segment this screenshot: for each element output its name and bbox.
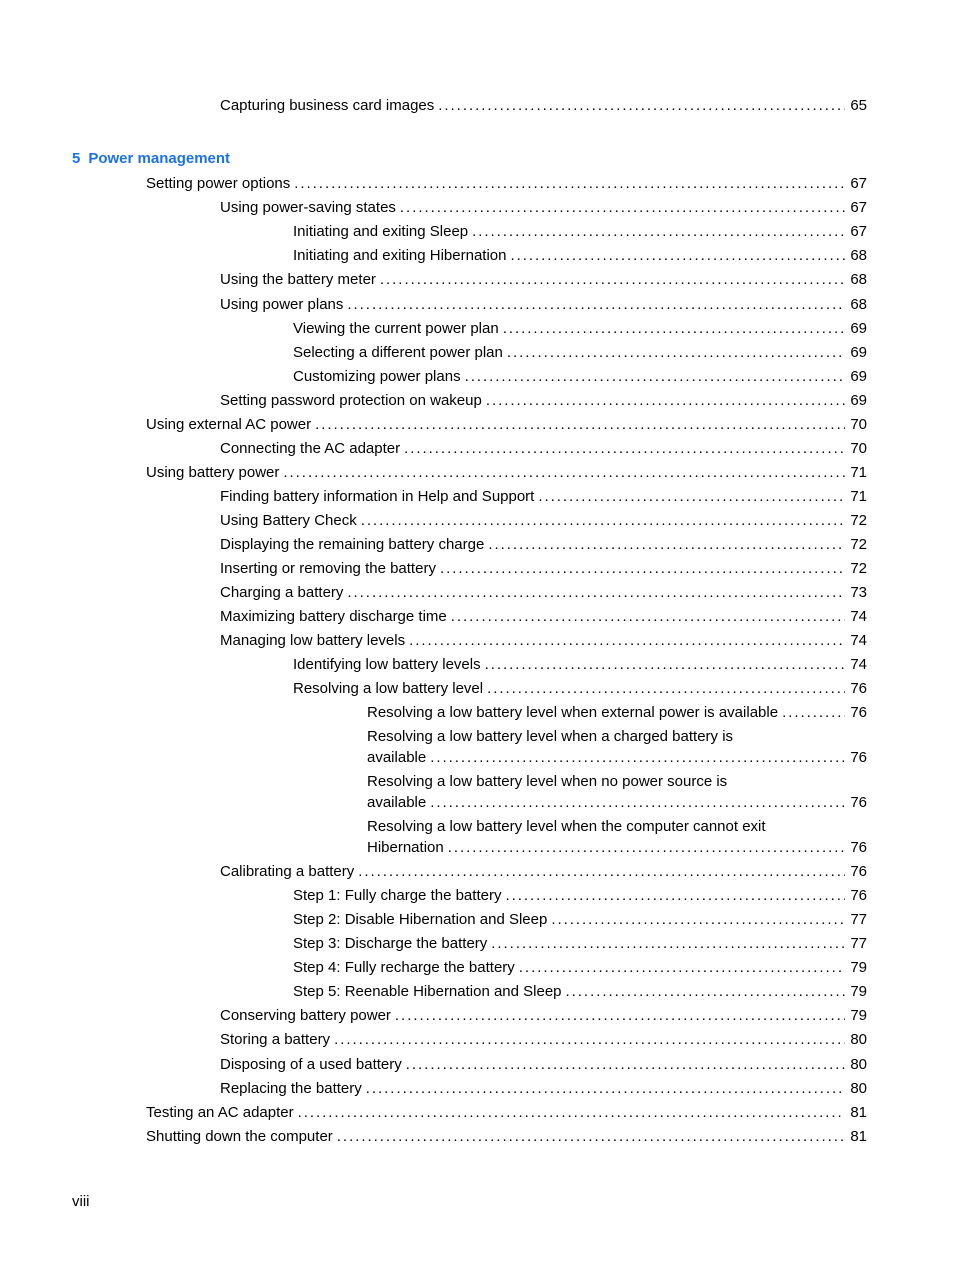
toc-entry-page: 67 — [850, 199, 867, 216]
toc-entry-page: 68 — [850, 247, 867, 264]
toc-entry[interactable] — [146, 416, 867, 434]
toc-entry-page: 81 — [850, 1128, 867, 1145]
dot-leader — [782, 704, 845, 722]
toc-entry[interactable] — [293, 320, 867, 338]
toc-entry[interactable] — [293, 935, 867, 953]
toc-entry[interactable] — [220, 1031, 867, 1049]
toc-entry-title: Resolving a low battery level — [293, 680, 484, 697]
toc-entry-page: 70 — [850, 440, 867, 457]
toc-entry-title: Using the battery meter — [220, 271, 376, 288]
toc-entry[interactable] — [293, 983, 867, 1001]
chapter-number: 5 — [72, 150, 81, 167]
toc-entry[interactable] — [293, 959, 867, 977]
dot-leader — [465, 368, 845, 386]
toc-entry-title: Customizing power plans — [293, 368, 461, 385]
toc-entry-page: 69 — [850, 368, 867, 385]
dot-leader — [294, 175, 845, 193]
dot-leader — [487, 680, 845, 698]
toc-entry[interactable] — [220, 97, 867, 115]
toc-entry[interactable] — [293, 680, 867, 698]
toc-entry[interactable] — [220, 560, 867, 578]
toc-entry-title: Shutting down the computer — [146, 1128, 333, 1145]
toc-entry-title: Finding battery information in Help and Support — [220, 488, 535, 505]
toc-entry[interactable] — [220, 608, 867, 626]
dot-leader — [551, 911, 845, 929]
toc-entry-title: Hibernation — [367, 839, 444, 856]
toc-entry-page: 81 — [850, 1104, 867, 1121]
dot-leader — [400, 199, 845, 217]
dot-leader — [507, 344, 845, 362]
toc-entry-title: Using power plans — [220, 296, 344, 313]
toc-entry-title: Using battery power — [146, 464, 280, 481]
dot-leader — [406, 1056, 845, 1074]
toc-entry-page: 79 — [850, 959, 867, 976]
toc-entry-title: Step 2: Disable Hibernation and Sleep — [293, 911, 548, 928]
dot-leader — [440, 560, 845, 578]
toc-entry[interactable] — [146, 1104, 867, 1122]
toc-entry[interactable] — [220, 512, 867, 530]
toc-entry[interactable] — [293, 344, 867, 362]
toc-entry-title: Resolving a low battery level when external power is available — [367, 704, 779, 721]
toc-entry[interactable] — [367, 794, 867, 812]
toc-entry-title: Testing an AC adapter — [146, 1104, 294, 1121]
toc-entry[interactable] — [293, 247, 867, 265]
toc-entry-title: Storing a battery — [220, 1031, 331, 1048]
toc-entry-title: Capturing business card images — [220, 97, 435, 114]
dot-leader — [448, 839, 845, 857]
dot-leader — [358, 863, 845, 881]
toc-entry[interactable] — [367, 839, 867, 857]
dot-leader — [380, 271, 845, 289]
dot-leader — [404, 440, 845, 458]
toc-entry-page: 67 — [850, 175, 867, 192]
toc-entry-page: 76 — [850, 863, 867, 880]
dot-leader — [491, 935, 845, 953]
toc-entry-title: Using power-saving states — [220, 199, 396, 216]
toc-entry-page: 74 — [850, 608, 867, 625]
toc-entry-page: 72 — [850, 536, 867, 553]
toc-entry[interactable] — [220, 1007, 867, 1025]
toc-entry-page: 68 — [850, 296, 867, 313]
toc-entry[interactable] — [293, 656, 867, 674]
toc-entry-lead: Resolving a low battery level when no power source is — [367, 773, 728, 790]
chapter-heading[interactable] — [72, 150, 230, 168]
toc-entry-page: 67 — [850, 223, 867, 240]
toc-entry-title: Step 1: Fully charge the battery — [293, 887, 502, 904]
toc-entry-title: available — [367, 749, 427, 766]
toc-entry-title: Connecting the AC adapter — [220, 440, 401, 457]
toc-entry-title: Using external AC power — [146, 416, 312, 433]
toc-entry-title: Setting password protection on wakeup — [220, 392, 482, 409]
toc-entry[interactable] — [293, 223, 867, 241]
toc-entry[interactable] — [220, 584, 867, 602]
toc-entry[interactable] — [220, 863, 867, 881]
toc-entry-page: 76 — [850, 680, 867, 697]
dot-leader — [347, 584, 845, 602]
toc-entry[interactable] — [146, 175, 867, 193]
dot-leader — [505, 887, 845, 905]
dot-leader — [438, 97, 845, 115]
toc-entry-page: 76 — [850, 839, 867, 856]
toc-entry-page: 76 — [850, 704, 867, 721]
toc-entry-title: Disposing of a used battery — [220, 1056, 402, 1073]
toc-entry-page: 80 — [850, 1031, 867, 1048]
toc-entry[interactable] — [220, 632, 867, 650]
toc-entry-title: Identifying low battery levels — [293, 656, 481, 673]
toc-entry-title: Step 3: Discharge the battery — [293, 935, 488, 952]
toc-entry-page: 74 — [850, 656, 867, 673]
dot-leader — [334, 1031, 845, 1049]
dot-leader — [298, 1104, 845, 1122]
toc-entry[interactable] — [220, 440, 867, 458]
toc-entry[interactable] — [146, 464, 867, 482]
toc-entry[interactable] — [220, 199, 867, 217]
toc-entry-page: 76 — [850, 794, 867, 811]
toc-entry-page: 69 — [850, 320, 867, 337]
toc-entry-page: 72 — [850, 512, 867, 529]
toc-entry[interactable] — [220, 271, 867, 289]
dot-leader — [361, 512, 845, 530]
toc-entry[interactable] — [220, 296, 867, 314]
dot-leader — [347, 296, 845, 314]
toc-entry-page: 77 — [850, 935, 867, 952]
toc-entry-title: available — [367, 794, 427, 811]
toc-entry-page: 65 — [850, 97, 867, 114]
toc-entry-title: Charging a battery — [220, 584, 344, 601]
toc-entry-title: Conserving battery power — [220, 1007, 391, 1024]
dot-leader — [510, 247, 845, 265]
dot-leader — [486, 392, 845, 410]
toc-entry-title: Using Battery Check — [220, 512, 357, 529]
toc-entry-page: 73 — [850, 584, 867, 601]
dot-leader — [409, 632, 845, 650]
toc-entry-title: Inserting or removing the battery — [220, 560, 436, 577]
toc-entry[interactable] — [293, 911, 867, 929]
dot-leader — [366, 1080, 845, 1098]
toc-entry-page: 74 — [850, 632, 867, 649]
page-number-footer: viii — [72, 1193, 90, 1210]
dot-leader — [430, 794, 845, 812]
toc-entry[interactable] — [220, 488, 867, 506]
toc-entry-title: Calibrating a battery — [220, 863, 355, 880]
toc-entry-title: Step 4: Fully recharge the battery — [293, 959, 515, 976]
toc-entry-title: Managing low battery levels — [220, 632, 406, 649]
toc-entry-title: Initiating and exiting Sleep — [293, 223, 469, 240]
toc-entry-page: 71 — [850, 488, 867, 505]
toc-entry-page: 69 — [850, 392, 867, 409]
toc-entry[interactable] — [367, 704, 867, 722]
toc-entry-title: Setting power options — [146, 175, 291, 192]
toc-entry[interactable] — [293, 368, 867, 386]
dot-leader — [488, 536, 845, 554]
toc-entry-lead: Resolving a low battery level when a charged battery is — [367, 728, 734, 745]
toc-entry[interactable] — [220, 1056, 867, 1074]
toc-entry-page: 72 — [850, 560, 867, 577]
dot-leader — [337, 1128, 845, 1146]
toc-entry-page: 80 — [850, 1080, 867, 1097]
dot-leader — [430, 749, 845, 767]
toc-entry-title: Viewing the current power plan — [293, 320, 499, 337]
dot-leader — [566, 983, 845, 1001]
toc-entry-page: 79 — [850, 1007, 867, 1024]
toc-entry-title: Displaying the remaining battery charge — [220, 536, 485, 553]
toc-entry-title: Maximizing battery discharge time — [220, 608, 447, 625]
chapter-title: Power management — [88, 150, 231, 167]
dot-leader — [395, 1007, 845, 1025]
toc-entry[interactable] — [220, 536, 867, 554]
toc-entry[interactable] — [220, 392, 867, 410]
toc-entry-page: 80 — [850, 1056, 867, 1073]
dot-leader — [538, 488, 845, 506]
dot-leader — [503, 320, 845, 338]
toc-entry-page: 76 — [850, 887, 867, 904]
dot-leader — [283, 464, 845, 482]
toc-entry[interactable] — [367, 749, 867, 767]
dot-leader — [315, 416, 845, 434]
toc-entry[interactable] — [146, 1128, 867, 1146]
toc-entry-page: 76 — [850, 749, 867, 766]
toc-entry-page: 79 — [850, 983, 867, 1000]
toc-entry-title: Selecting a different power plan — [293, 344, 503, 361]
toc-entry-title: Replacing the battery — [220, 1080, 362, 1097]
toc-entry-page: 69 — [850, 344, 867, 361]
toc-entry-page: 71 — [850, 464, 867, 481]
toc-entry-lead: Resolving a low battery level when the computer cannot exit — [367, 818, 766, 835]
dot-leader — [472, 223, 845, 241]
toc-entry-title: Initiating and exiting Hibernation — [293, 247, 507, 264]
toc-entry-page: 68 — [850, 271, 867, 288]
toc-entry-page: 77 — [850, 911, 867, 928]
dot-leader — [451, 608, 845, 626]
toc-entry[interactable] — [220, 1080, 867, 1098]
toc-entry-title: Step 5: Reenable Hibernation and Sleep — [293, 983, 562, 1000]
dot-leader — [519, 959, 845, 977]
dot-leader — [485, 656, 845, 674]
toc-entry[interactable] — [293, 887, 867, 905]
toc-entry-page: 70 — [850, 416, 867, 433]
